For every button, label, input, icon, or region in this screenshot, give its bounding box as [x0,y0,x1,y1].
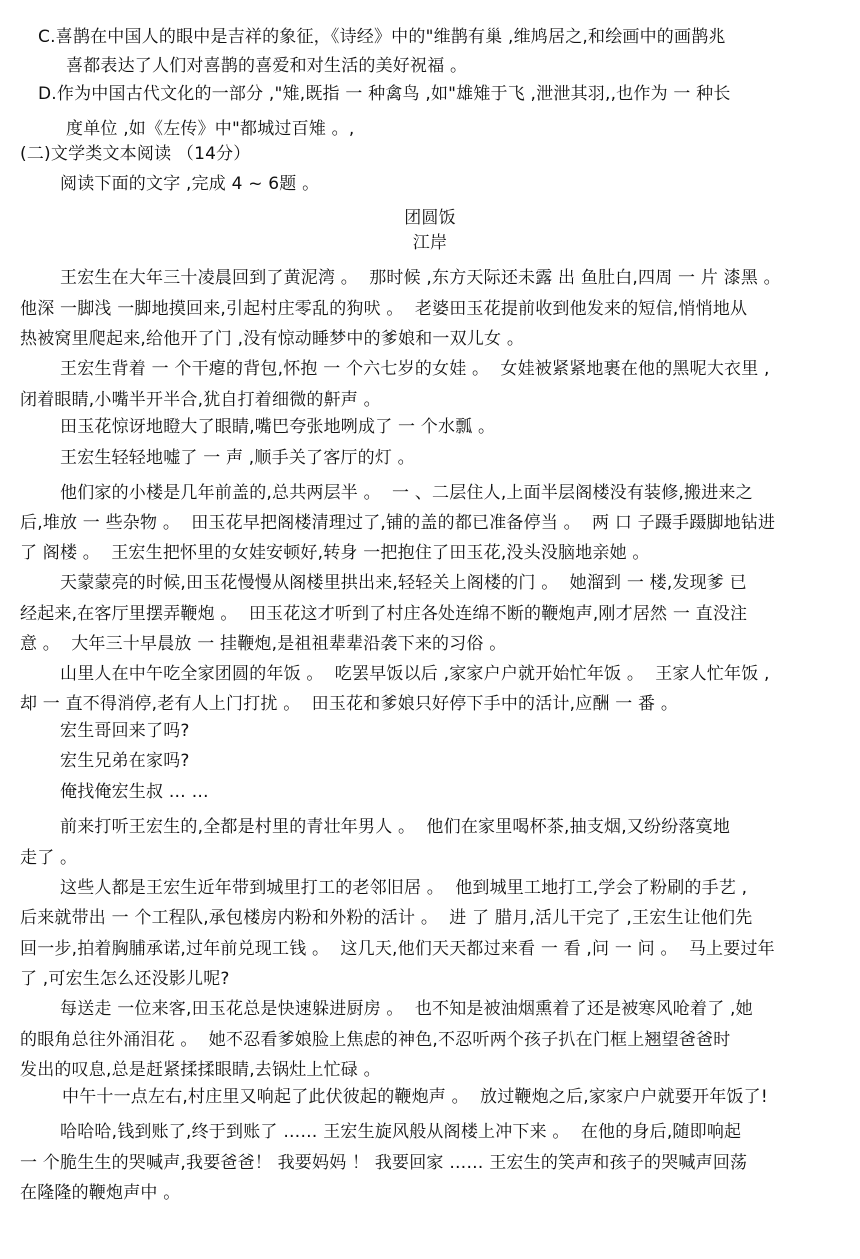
body-line: 了 ,可宏生怎么还没影儿呢? [20,969,230,989]
body-line: 走了 。 [20,848,78,868]
body-line: 山里人在中午吃全家团圆的年饭 。 吃罢早饭以后 ,家家户户就开始忙年饭 。 王家人忙年饭 , [60,664,770,684]
body-line: 经起来,在客厅里摆弄鞭炮 。 田玉花这才听到了村庄各处连绵不断的鞭炮声,刚才居然 一 直没注 [20,604,748,624]
body-line: 后来就带出 一 个工程队,承包楼房内粉和外粉的活计 。 进 了 腊月,活儿干完了 ,王宏生让他们先 [20,908,753,928]
body-line: 王宏生在大年三十凌晨回到了黄泥湾 。 那时候 ,东方天际还未露 出 鱼肚白,四周 一 片 漆黑 。 [60,268,781,288]
body-line: 中午十一点左右,村庄里又响起了此伏彼起的鞭炮声 。 放过鞭炮之后,家家户户就要开年饭了! [62,1087,768,1107]
body-line: 俺找俺宏生叔 … … [60,782,209,802]
body-line: 宏生哥回来了吗? [60,721,190,741]
body-line: 每送走 一位来客,田玉花总是快速躲进厨房 。 也不知是被油烟熏着了还是被寒风呛着了 ,她 [60,999,753,1019]
body-line: 一 个脆生生的哭喊声,我要爸爸！ 我要妈妈 ！ 我要回家 …… 王宏生的笑声和孩子的哭喊声回荡 [20,1153,748,1173]
section-instruction: 阅读下面的文字 ,完成 4 ~ 6题 。 [60,174,320,194]
body-line: 前来打听王宏生的,全都是村里的青壮年男人 。 他们在家里喝杯茶,抽支烟,又纷纷落寞地 [60,817,731,837]
article-title: 团圆饭 [404,208,456,228]
option-c-line-1: C.喜鹊在中国人的眼中是吉祥的象征，《诗经》中的"维鹊有巢 ,维鸠居之,和绘画中的画鹊兆 [38,27,726,47]
body-line: 热被窝里爬起来,给他开了门 ,没有惊动睡梦中的爹娘和一双儿女 。 [20,329,525,349]
body-line: 田玉花惊讶地瞪大了眼睛,嘴巴夸张地咧成了 一 个水瓢 。 [60,417,496,437]
option-d-line-1: D.作为中国古代文化的一部分 ,"雉,既指 一 种禽鸟 ,如"雄雉于飞 ,泄泄其羽,,也作为 一 种长 [38,84,731,104]
body-line: 了 阁楼 。 王宏生把怀里的女娃安顿好,转身 一把抱住了田玉花,没头没脑地亲她 。 [20,543,650,563]
body-line: 王宏生背着 一 个干瘪的背包,怀抱 一 个六七岁的女娃 。 女娃被紧紧地裹在他的黑呢大衣里 , [60,359,770,379]
body-line: 却 一 直不得消停,老有人上门打扰 。 田玉花和爹娘只好停下手中的活计,应酬 一 番 。 [20,694,679,714]
body-line: 他们家的小楼是几年前盖的,总共两层半 。 一 、二层住人,上面半层阁楼没有装修,搬进来之 [60,483,753,503]
section-heading: (二)文学类文本阅读 （14分） [20,144,251,164]
option-c-line-2: 喜都表达了人们对喜鹊的喜爱和对生活的美好祝福 。 [66,56,468,76]
body-line: 发出的叹息,总是赶紧揉揉眼睛,去锅灶上忙碌 。 [20,1060,381,1080]
body-line: 他深 一脚浅 一脚地摸回来,引起村庄零乱的狗吠 。 老婆田玉花提前收到他发来的短信,悄悄地从 [20,299,748,319]
article-author: 江岸 [412,233,448,253]
body-line: 王宏生轻轻地嘘了 一 声 ,顺手关了客厅的灯 。 [60,448,415,468]
body-line: 在隆隆的鞭炮声中 。 [20,1183,181,1203]
option-d-line-2: 度单位 ,如《左传》中"都城过百雉 。, [66,119,355,139]
body-line: 哈哈哈,钱到账了,终于到账了 …… 王宏生旋风般从阁楼上冲下来 。 在他的身后,随即响起 [60,1122,742,1142]
body-line: 闭着眼睛,小嘴半开半合,犹自打着细微的鼾声 。 [20,390,381,410]
body-line: 回一步,拍着胸脯承诺,过年前兑现工钱 。 这几天,他们天天都过来看 一 看 ,问 一 问 。 马上要过年 [20,939,775,959]
body-line: 宏生兄弟在家吗? [60,751,190,771]
body-line: 意 。 大年三十早晨放 一 挂鞭炮,是祖祖辈辈沿袭下来的习俗 。 [20,634,507,654]
body-line: 后,堆放 一 些杂物 。 田玉花早把阁楼清理过了,铺的盖的都已准备停当 。 两 口 子蹑手蹑脚地钻进 [20,513,776,533]
body-line: 天蒙蒙亮的时候,田玉花慢慢从阁楼里拱出来,轻轻关上阁楼的门 。 她溜到 一 楼,发现爹 已 [60,573,747,593]
body-line: 的眼角总往外涌泪花 。 她不忍看爹娘脸上焦虑的神色,不忍听两个孩子扒在门框上翘望爸爸时 [20,1030,731,1050]
body-line: 这些人都是王宏生近年带到城里打工的老邻旧居 。 他到城里工地打工,学会了粉刷的手艺 , [60,878,748,898]
